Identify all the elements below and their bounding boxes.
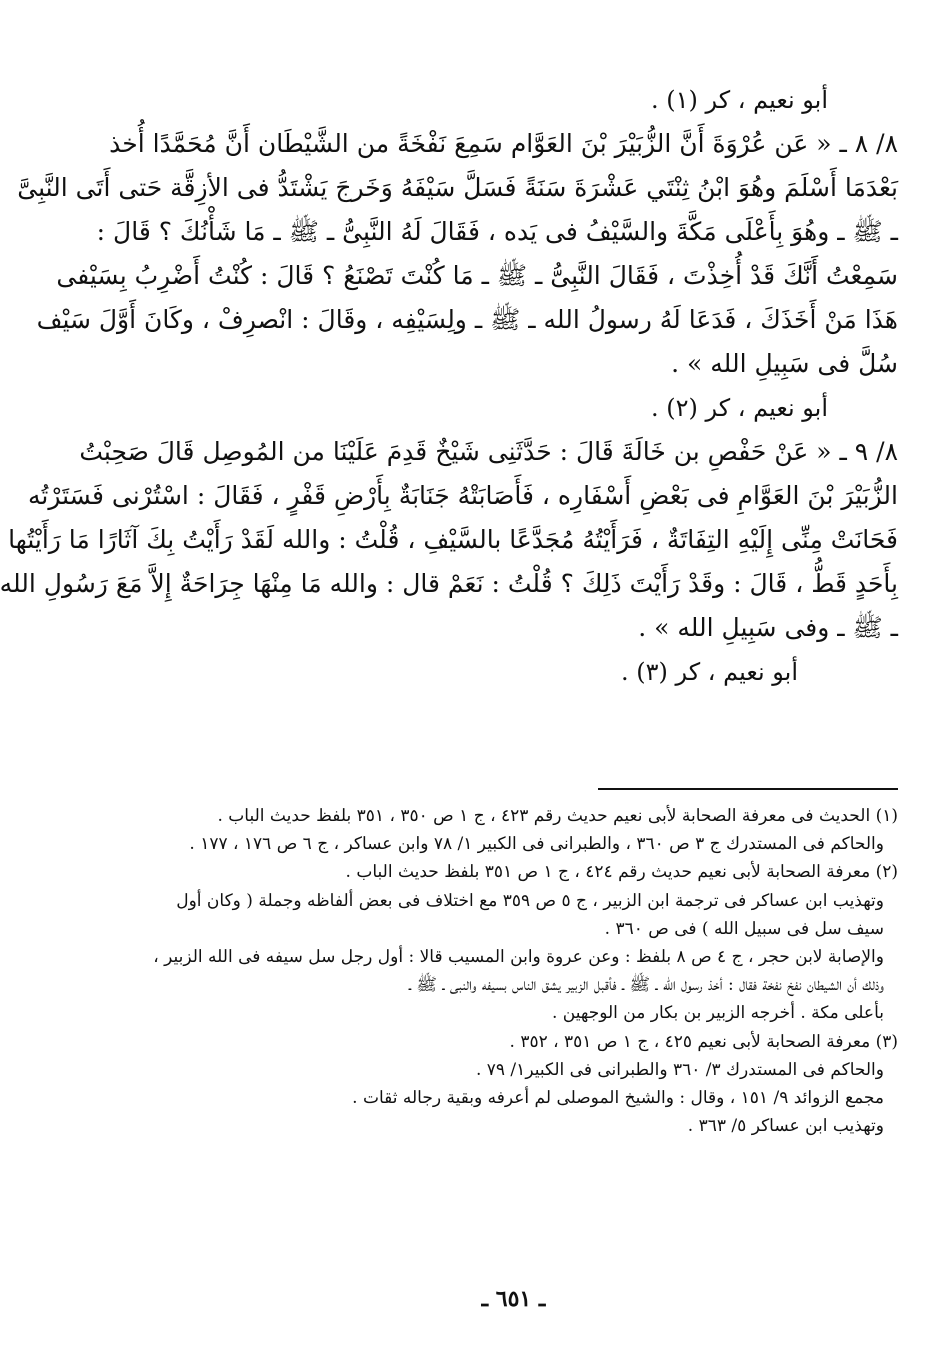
footnote-line: سيف سل فى سبيل الله ) فى ص ٣٦٠ .	[604, 918, 884, 939]
hadith-8-line-3: ـ ﷺ ـ وهُوَ بِأَعْلَى مَكَّةَ والسَّيْفُ فى يَده ، فَقَالَ لَهُ النَّبِىُّ ـ ﷺ ـ مَا شَأْنُكَ ؟ قَالَ :	[96, 217, 898, 246]
hadith-8-line-6: سُلَّ فى سَبِيلِ الله » .	[671, 349, 898, 378]
hadith-9-line-1: ٨/ ٩ ـ « عَنْ حَفْصِ بن خَالَةَ قَالَ : حَدَّثَنِى شَيْخٌ قَدِمَ عَلَيْنَا من المُوصِل قَالَ صَحِبْتُ	[79, 437, 898, 466]
footnote-line: والحاكم فى المستدرك ٣/ ٣٦٠ والطبرانى فى الكبير١/ ٧٩ .	[475, 1059, 884, 1080]
hadith-9-line-5: ـ ﷺ ـ وفى سَبِيلِ الله » .	[638, 613, 898, 642]
main-text	[0, 78, 898, 694]
footnotes	[137, 802, 898, 1140]
footnote-line: وتهذيب ابن عساكر فى ترجمة ابن الزبير ، ج ٥ ص ٣٥٩ مع اختلاف فى بعض ألفاظه وجملة ( وكان أول	[176, 890, 884, 911]
footnote-line: وتهذيب ابن عساكر ٥/ ٣٦٣ .	[687, 1116, 884, 1137]
source-citation-1: أبو نعيم ، كر (١) .	[650, 86, 828, 114]
hadith-9-line-4: بِأَحَدٍ قَطُّ ، قَالَ : وقَدْ رَأَيْتَ ذَلِكَ ؟ قُلْتُ : نَعَمْ قال : والله مَا مِنْهَا جِرَاحَةٌ إِلاَّ مَعَ رَسُولِ الله	[0, 569, 898, 598]
hadith-8-line-5: هَذَا مَنْ أَخَذَكَ ، فَدَعَا لَهُ رسولُ الله ـ ﷺ ـ ولِسَيْفِه ، وقَالَ : انْصرِفْ ، وكَانَ أَوَّلَ سَيْف	[36, 305, 898, 334]
hadith-9-line-2: الزُّبَيْرَ بْنَ العَوَّامِ فى بَعْضِ أَسْفَارِه ، فَأَصَابَتْهُ جَنَابَةٌ بِأَرْضِ قَفْرٍ ، فَقَالَ : اسْتُرْنى فَسَتَرْتُه	[27, 481, 898, 510]
footnote-line: وذلك أن الشيطان نفخ نفخة فقال : أخذ رسول الله ـ ﷺ ـ فأقبل الزبير يشق الناس بسيفه والنبى ـ ﷺ ـ	[408, 975, 884, 996]
hadith-8-8	[17, 122, 898, 386]
footnote-line: والإصابة لابن حجر ، ج ٤ ص ٨ بلفظ : وعن عروة وابن المسيب قالا : أول رجل سل سيفه فى الله الزبير ،	[153, 947, 884, 968]
footnote-line: مجمع الزوائد ٩/ ١٥١ ، وقال : والشيخ الموصلى لم أعرفه وبقية رجاله ثقات .	[352, 1088, 884, 1109]
footnote-line: (٢) معرفة الصحابة لأبى نعيم حديث رقم ٤٢٤ ، ج ١ ص ٣٥١ بلفظ حديث الباب .	[345, 862, 898, 883]
footnote-line: (١) الحديث فى معرفة الصحابة لأبى نعيم حديث رقم ٤٢٣ ، ج ١ ص ٣٥٠ ، ٣٥١ بلفظ حديث الباب .	[217, 806, 898, 826]
page-number: ـ ٦٥١ ـ	[481, 1286, 546, 1312]
source-citation-3: أبو نعيم ، كر (٣) .	[620, 658, 798, 686]
source-citation-2: أبو نعيم ، كر (٢) .	[650, 394, 828, 422]
footnote-divider	[598, 788, 898, 790]
footnote-line: (٣) معرفة الصحابة لأبى نعيم ٤٢٥ ، ج ١ ص ٣٥١ ، ٣٥٢ .	[509, 1031, 898, 1052]
hadith-8-9	[0, 430, 898, 650]
footnote-line: بأعلى مكة . أخرجه الزبير بن بكار من الوجهين .	[552, 1003, 884, 1024]
hadith-8-line-1: ٨/ ٨ ـ « عَن عُرْوَةَ أَنَّ الزُّبَيْرَ بْنَ العَوَّام سَمِعَ نَفْخَةً من الشَّيْطَان أَنَّ مُحَمَّدًا أُخذ	[109, 129, 898, 158]
hadith-9-line-3: فَحَانَتْ مِنِّى إِلَيْهِ التِفَاتَةٌ ، فَرَأَيْتُهُ مُجَدَّعًا بالسَّيْفِ ، قُلْتُ : والله لَقَدْ رَأَيْتُ بِكَ آثَارًا مَا رَأَيْتُها	[8, 525, 898, 554]
footnote-line: والحاكم فى المستدرك ج ٣ ص ٣٦٠ ، والطبرانى فى الكبير ١/ ٧٨ وابن عساكر ، ج ٦ ص ١٧٦ ، ١٧٧ .	[189, 834, 884, 855]
hadith-8-line-2: بَعْدَمَا أَسْلَمَ وهُوَ ابْنُ ثِنْتَي عَشْرَةَ سَنَةً فَسَلَّ سَيْفَهُ وَخَرجَ يَشْتَدُّ فى الأزِقَّة حَتى أَتَى النَّبِىَّ	[17, 173, 898, 202]
hadith-8-line-4: سَمِعْتُ أَنَّكَ قَدْ أُخِذْتَ ، فَقَالَ النَّبِىُّ ـ ﷺ ـ مَا كُنْتَ تَصْنَعُ ؟ قَالَ : كُنْتُ أَضْرِبُ بِسَيْفى	[56, 261, 898, 290]
